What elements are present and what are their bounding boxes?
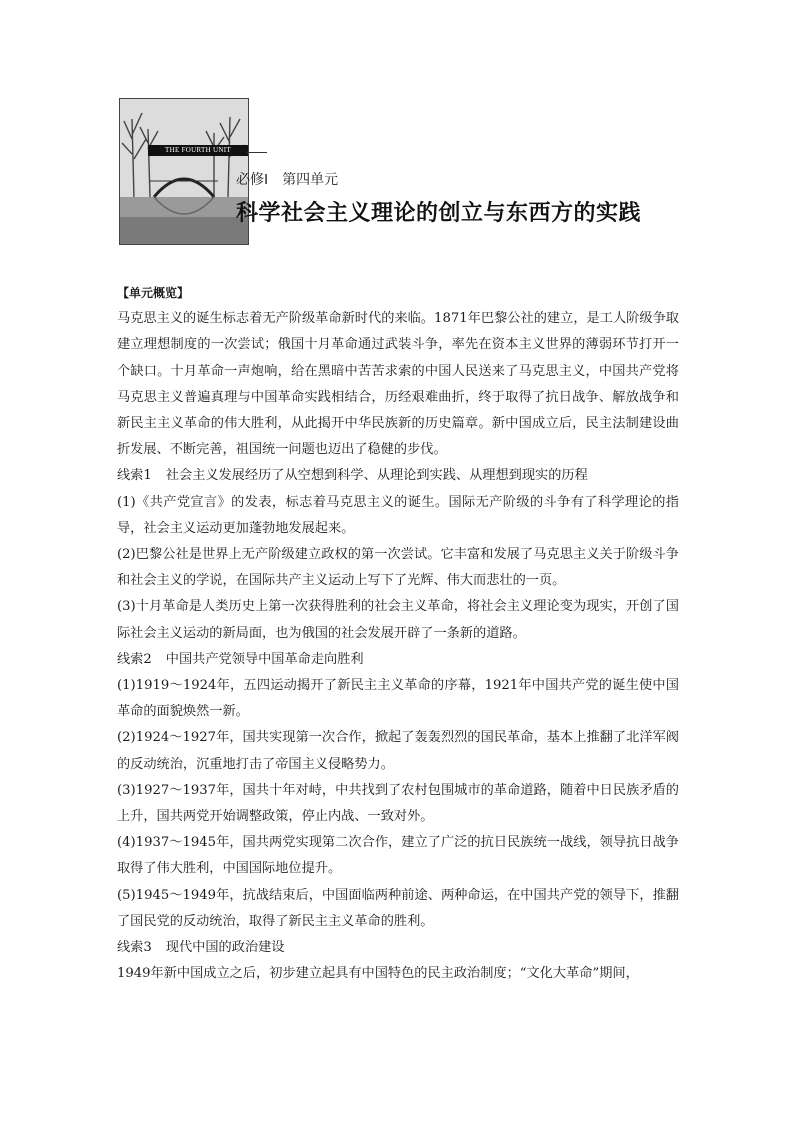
clue-item: (1)1919～1924年，五四运动揭开了新民主主义革命的序幕，1921年中国共产党的诞生使中国革命的面貌焕然一新。 bbox=[117, 678, 679, 720]
banner-rule bbox=[247, 152, 267, 153]
overview-label: 【单元概览】 bbox=[117, 286, 190, 300]
clue-heading-3 bbox=[117, 935, 679, 961]
canal-bridge-illustration bbox=[120, 99, 248, 244]
clue-heading-1 bbox=[117, 463, 679, 489]
overview-text: 马克思主义的诞生标志着无产阶级革命新时代的来临。1871年巴黎公社的建立，是工人阶级争取建立理想制度的一次尝试；俄国十月革命通过武装斗争，率先在资本主义世界的薄弱环节打开一个缺口。十月革命一声炮响，给在黑暗中苦苦求索的中国人民送来了马克思主义，中国共产党将马克思主义普遍真理与中国革命实践相结合，历经艰难曲折，终于取得了抗日战争、解放战争和新民主主义革命的伟大胜利，从此揭开中华民族新的历史篇章。新中国成立后，民主法制建设曲折发展、不断完善，祖国统一问题也迈出了稳健的步伐。 bbox=[117, 311, 679, 458]
clue-title: 现代中国的政治建设 bbox=[165, 940, 285, 956]
clue-title: 社会主义发展经历了从空想到科学、从理论到实践、从理想到现实的历程 bbox=[165, 468, 588, 484]
document-body bbox=[117, 280, 679, 987]
clue-item: (2)巴黎公社是世界上无产阶级建立政权的第一次尝试。它丰富和发展了马克思主义关于阶级斗争和社会主义的学说，在国际共产主义运动上写下了光辉、伟大而悲壮的一页。 bbox=[117, 547, 679, 589]
unit-name: 第四单元 bbox=[282, 171, 339, 187]
clue-item: 1949年新中国成立之后，初步建立起具有中国特色的民主政治制度；“文化大革命”期间， bbox=[117, 966, 639, 982]
clue-label: 线索1 bbox=[117, 468, 152, 484]
clue-item: (3)十月革命是人类历史上第一次获得胜利的社会主义革命，将社会主义理论变为现实，开创了国际社会主义运动的新局面，也为俄国的社会发展开辟了一条新的道路。 bbox=[117, 599, 679, 641]
clue-item: (5)1945～1949年，抗战结束后，中国面临两种前途、两种命运，在中国共产党的领导下，推翻了国民党的反动统治，取得了新民主主义革命的胜利。 bbox=[117, 887, 679, 929]
course-name: 必修Ⅰ bbox=[236, 171, 269, 187]
clue-label: 线索3 bbox=[117, 940, 152, 956]
banner-label: THE FOURTH UNIT bbox=[148, 145, 248, 156]
clue-item: (2)1924～1927年，国共实现第一次合作，掀起了轰轰烈烈的国民革命，基本上推翻了北洋军阀的反动统治，沉重地打击了帝国主义侵略势力。 bbox=[117, 730, 679, 772]
unit-banner-image bbox=[119, 98, 249, 245]
clue-label: 线索2 bbox=[117, 651, 152, 667]
clue-item: (4)1937～1945年，国共两党实现第二次合作，建立了广泛的抗日民族统一战线，领导抗日战争取得了伟大胜利，中国国际地位提升。 bbox=[117, 835, 679, 877]
page-title: 科学社会主义理论的创立与东西方的实践 bbox=[236, 201, 642, 226]
clue-item: (1)《共产党宣言》的发表，标志着马克思主义的诞生。国际无产阶级的斗争有了科学理论的指导，社会主义运动更加蓬勃地发展起来。 bbox=[117, 494, 679, 536]
clue-title: 中国共产党领导中国革命走向胜利 bbox=[165, 651, 364, 667]
unit-subtitle bbox=[236, 169, 338, 189]
clue-item: (3)1927～1937年，国共十年对峙，中共找到了农村包围城市的革命道路，随着中日民族矛盾的上升，国共两党开始调整政策，停止内战、一致对外。 bbox=[117, 782, 679, 825]
clue-heading-2 bbox=[117, 647, 679, 673]
